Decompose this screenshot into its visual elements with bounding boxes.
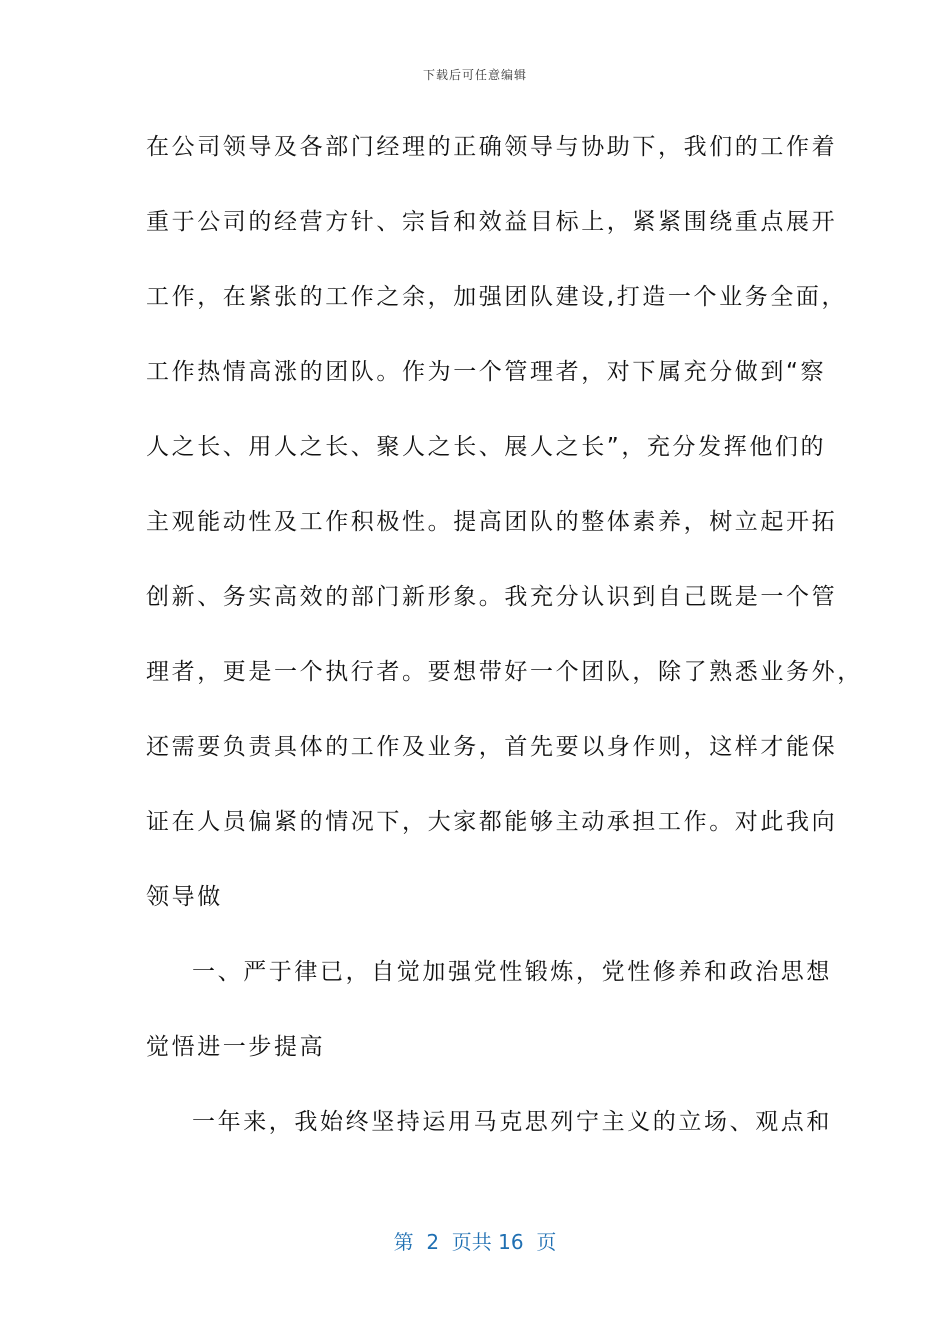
text-line: 人之长、用人之长、聚人之长、展人之长”，充分发挥他们的 xyxy=(146,434,827,460)
text-line: 工作，在紧张的工作之余，加强团队建设,打造一个业务全面， xyxy=(146,284,848,310)
header-note: 下载后可任意编辑 xyxy=(422,68,527,82)
body-text xyxy=(146,124,863,1174)
text-line: 在公司领导及各部门经理的正确领导与协助下，我们的工作着 xyxy=(146,134,838,160)
section-heading-line: 觉悟进一步提高 xyxy=(146,1034,326,1060)
text-line: 重于公司的经营方针、宗旨和效益目标上，紧紧围绕重点展开 xyxy=(146,209,838,235)
section-heading-line: 一、严于律已，自觉加强党性锻炼，党性修养和政治思想 xyxy=(192,959,832,985)
text-line: 一年来，我始终坚持运用马克思列宁主义的立场、观点和 xyxy=(192,1109,832,1135)
text-line: 还需要负责具体的工作及业务，首先要以身作则，这样才能保 xyxy=(146,734,838,760)
text-line: 领导做 xyxy=(146,884,223,910)
text-line: 理者，更是一个执行者。要想带好一个团队，除了熟悉业务外， xyxy=(146,659,863,685)
text-line: 工作热情高涨的团队。作为一个管理者，对下属充分做到“察 xyxy=(146,359,827,385)
text-line: 证在人员偏紧的情况下，大家都能够主动承担工作。对此我向 xyxy=(146,809,838,835)
page-number-footer: 第 2 页共 16 页 xyxy=(393,1230,557,1254)
text-line: 创新、务实高效的部门新形象。我充分认识到自己既是一个管 xyxy=(146,584,838,610)
text-line: 主观能动性及工作积极性。提高团队的整体素养，树立起开拓 xyxy=(146,509,838,535)
